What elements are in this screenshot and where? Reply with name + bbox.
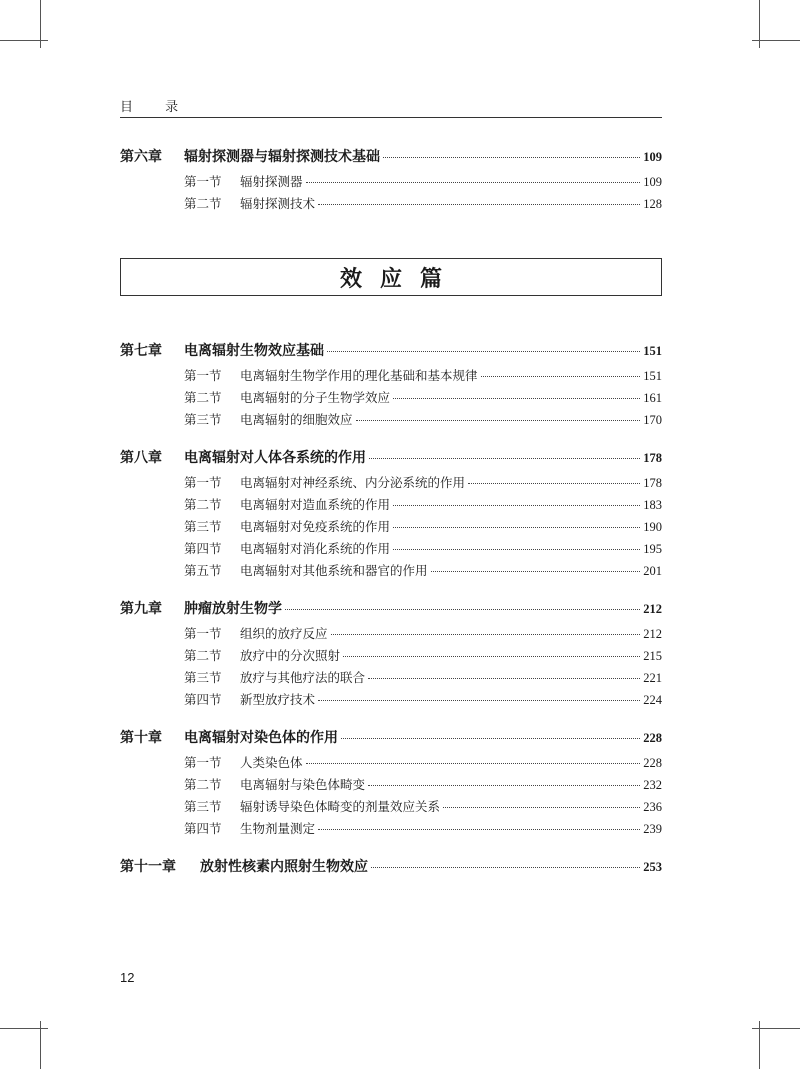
crop-mark — [0, 40, 48, 41]
toc-section-row[interactable] — [120, 495, 662, 514]
section-page-number: 201 — [643, 564, 662, 578]
dot-leader — [318, 700, 640, 701]
section-page-number: 239 — [643, 822, 662, 836]
section-number: 第四节 — [184, 692, 222, 707]
dot-leader — [481, 376, 641, 377]
section-title: 生物剂量测定 — [240, 821, 316, 836]
dot-leader — [393, 549, 640, 550]
part-title-box — [120, 258, 662, 296]
section-title: 电离辐射的细胞效应 — [240, 412, 353, 427]
crop-mark — [752, 1028, 800, 1029]
crop-mark — [0, 1028, 48, 1029]
dot-leader — [306, 182, 641, 183]
section-page-number: 170 — [643, 413, 662, 427]
section-number: 第一节 — [184, 626, 222, 641]
section-number: 第一节 — [184, 755, 222, 770]
part-title: 效应篇 — [339, 266, 460, 292]
section-title: 电离辐射对神经系统、内分泌系统的作用 — [240, 475, 466, 490]
chapter-title: 电离辐射对人体各系统的作用 — [184, 450, 366, 466]
toc-chapter-row[interactable] — [120, 447, 662, 465]
section-page-number: 178 — [643, 476, 662, 490]
toc-section-row[interactable] — [120, 561, 662, 580]
crop-mark — [752, 40, 800, 41]
dot-leader — [356, 420, 641, 421]
dot-leader — [285, 609, 640, 610]
running-header-title: 目 录 — [120, 100, 193, 115]
section-title: 电离辐射对其他系统和器官的作用 — [240, 563, 428, 578]
section-title: 电离辐射对免疫系统的作用 — [240, 519, 391, 534]
toc-chapter-row[interactable] — [120, 727, 662, 745]
toc-chapter-row[interactable] — [120, 146, 662, 164]
section-number: 第一节 — [184, 368, 222, 383]
section-page-number: 161 — [643, 391, 662, 405]
dot-leader — [393, 398, 640, 399]
chapter-title: 肿瘤放射生物学 — [184, 601, 282, 617]
section-page-number: 228 — [643, 756, 662, 770]
toc-section-row[interactable] — [120, 646, 662, 665]
section-number: 第三节 — [184, 799, 222, 814]
section-page-number: 224 — [643, 693, 662, 707]
section-title: 放疗与其他疗法的联合 — [240, 670, 366, 685]
toc-section-row[interactable] — [120, 539, 662, 558]
dot-leader — [369, 458, 640, 459]
dot-leader — [318, 829, 640, 830]
section-number: 第四节 — [184, 821, 222, 836]
section-page-number: 151 — [643, 369, 662, 383]
dot-leader — [443, 807, 640, 808]
section-number: 第二节 — [184, 497, 222, 512]
section-number: 第三节 — [184, 519, 222, 534]
dot-leader — [306, 763, 641, 764]
chapter-title: 电离辐射对染色体的作用 — [184, 730, 338, 746]
dot-leader — [393, 505, 640, 506]
dot-leader — [383, 157, 640, 158]
chapter-page-number: 212 — [643, 602, 662, 616]
section-page-number: 221 — [643, 671, 662, 685]
chapter-title: 辐射探测器与辐射探测技术基础 — [184, 149, 380, 165]
dot-leader — [371, 867, 640, 868]
dot-leader — [327, 351, 640, 352]
chapter-title: 电离辐射生物效应基础 — [184, 343, 324, 359]
section-number: 第三节 — [184, 412, 222, 427]
toc-section-row[interactable] — [120, 775, 662, 794]
toc-section-row[interactable] — [120, 388, 662, 407]
section-number: 第五节 — [184, 563, 222, 578]
toc-section-row[interactable] — [120, 473, 662, 492]
chapter-number: 第六章 — [120, 149, 162, 165]
dot-leader — [331, 634, 641, 635]
toc-section-row[interactable] — [120, 819, 662, 838]
section-title: 电离辐射生物学作用的理化基础和基本规律 — [240, 368, 478, 383]
section-title: 电离辐射的分子生物学效应 — [240, 390, 391, 405]
chapter-title: 放射性核素内照射生物效应 — [200, 859, 368, 875]
section-title: 辐射探测技术 — [240, 196, 316, 211]
dot-leader — [468, 483, 640, 484]
section-page-number: 128 — [643, 197, 662, 211]
toc-section-row[interactable] — [120, 194, 662, 213]
section-number: 第二节 — [184, 390, 222, 405]
section-title: 放疗中的分次照射 — [240, 648, 341, 663]
toc-chapter-row[interactable] — [120, 856, 662, 874]
chapter-page-number: 109 — [643, 150, 662, 164]
section-number: 第二节 — [184, 196, 222, 211]
section-number: 第二节 — [184, 777, 222, 792]
section-title: 组织的放疗反应 — [240, 626, 328, 641]
section-title: 电离辐射对造血系统的作用 — [240, 497, 391, 512]
toc-section-row[interactable] — [120, 624, 662, 643]
section-title: 人类染色体 — [240, 755, 303, 770]
toc-section-row[interactable] — [120, 172, 662, 191]
section-title: 新型放疗技术 — [240, 692, 316, 707]
chapter-page-number: 228 — [643, 731, 662, 745]
chapter-page-number: 151 — [643, 344, 662, 358]
chapter-number: 第七章 — [120, 343, 162, 359]
dot-leader — [343, 656, 640, 657]
chapter-number: 第九章 — [120, 601, 162, 617]
toc-section-row[interactable] — [120, 797, 662, 816]
toc-section-row[interactable] — [120, 690, 662, 709]
section-number: 第四节 — [184, 541, 222, 556]
section-title: 辐射诱导染色体畸变的剂量效应关系 — [240, 799, 441, 814]
dot-leader — [368, 678, 640, 679]
header-rule — [120, 117, 662, 118]
section-number: 第二节 — [184, 648, 222, 663]
section-page-number: 109 — [643, 175, 662, 189]
toc-chapter-row[interactable] — [120, 598, 662, 616]
section-title: 电离辐射与染色体畸变 — [240, 777, 366, 792]
dot-leader — [431, 571, 641, 572]
section-page-number: 183 — [643, 498, 662, 512]
toc-section-row[interactable] — [120, 753, 662, 772]
chapter-number: 第十章 — [120, 730, 162, 746]
dot-leader — [393, 527, 640, 528]
toc-section-row[interactable] — [120, 668, 662, 687]
toc-top-block — [120, 146, 662, 213]
section-page-number: 236 — [643, 800, 662, 814]
section-number: 第三节 — [184, 670, 222, 685]
page-number: 12 — [120, 970, 135, 985]
chapter-page-number: 178 — [643, 451, 662, 465]
section-page-number: 212 — [643, 627, 662, 641]
dot-leader — [368, 785, 640, 786]
section-page-number: 195 — [643, 542, 662, 556]
chapter-number: 第十一章 — [120, 859, 176, 875]
toc-main-block — [120, 340, 662, 882]
toc-chapter-row[interactable] — [120, 340, 662, 358]
section-number: 第一节 — [184, 475, 222, 490]
section-page-number: 190 — [643, 520, 662, 534]
chapter-page-number: 253 — [643, 860, 662, 874]
section-page-number: 232 — [643, 778, 662, 792]
chapter-number: 第八章 — [120, 450, 162, 466]
section-title: 辐射探测器 — [240, 174, 303, 189]
section-page-number: 215 — [643, 649, 662, 663]
toc-section-row[interactable] — [120, 366, 662, 385]
dot-leader — [341, 738, 640, 739]
toc-section-row[interactable] — [120, 410, 662, 429]
toc-section-row[interactable] — [120, 517, 662, 536]
dot-leader — [318, 204, 640, 205]
section-number: 第一节 — [184, 174, 222, 189]
section-title: 电离辐射对消化系统的作用 — [240, 541, 391, 556]
